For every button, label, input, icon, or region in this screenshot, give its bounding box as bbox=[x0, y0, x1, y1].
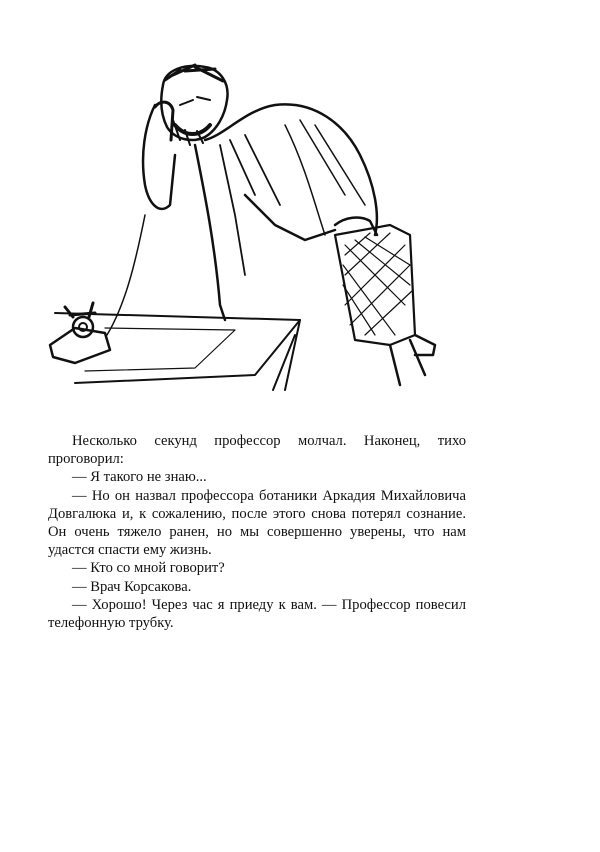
paragraph: — Врач Корсакова. bbox=[72, 578, 192, 595]
body-text bbox=[48, 432, 466, 632]
paragraph: — Хорошо! Через час я приеду к вам. — Профессор повесил телефонную трубку. bbox=[48, 596, 466, 632]
paragraph: — Я такого не знаю... bbox=[72, 469, 207, 486]
paragraph: Несколько секунд профессор молчал. Наконец, тихо проговорил: bbox=[48, 433, 466, 468]
paragraph: — Кто со мной говорит? bbox=[72, 560, 225, 577]
paragraph: — Но он назвал профессора ботаники Аркадия Михайловича Довгалюка и, к сожалению, после этого снова потерял сознание. Он очень тяжело ранен, но мы совершенно уверены, что нам удастся спасти ему жизнь. bbox=[48, 487, 466, 559]
illustration-professor-on-phone bbox=[45, 45, 445, 395]
